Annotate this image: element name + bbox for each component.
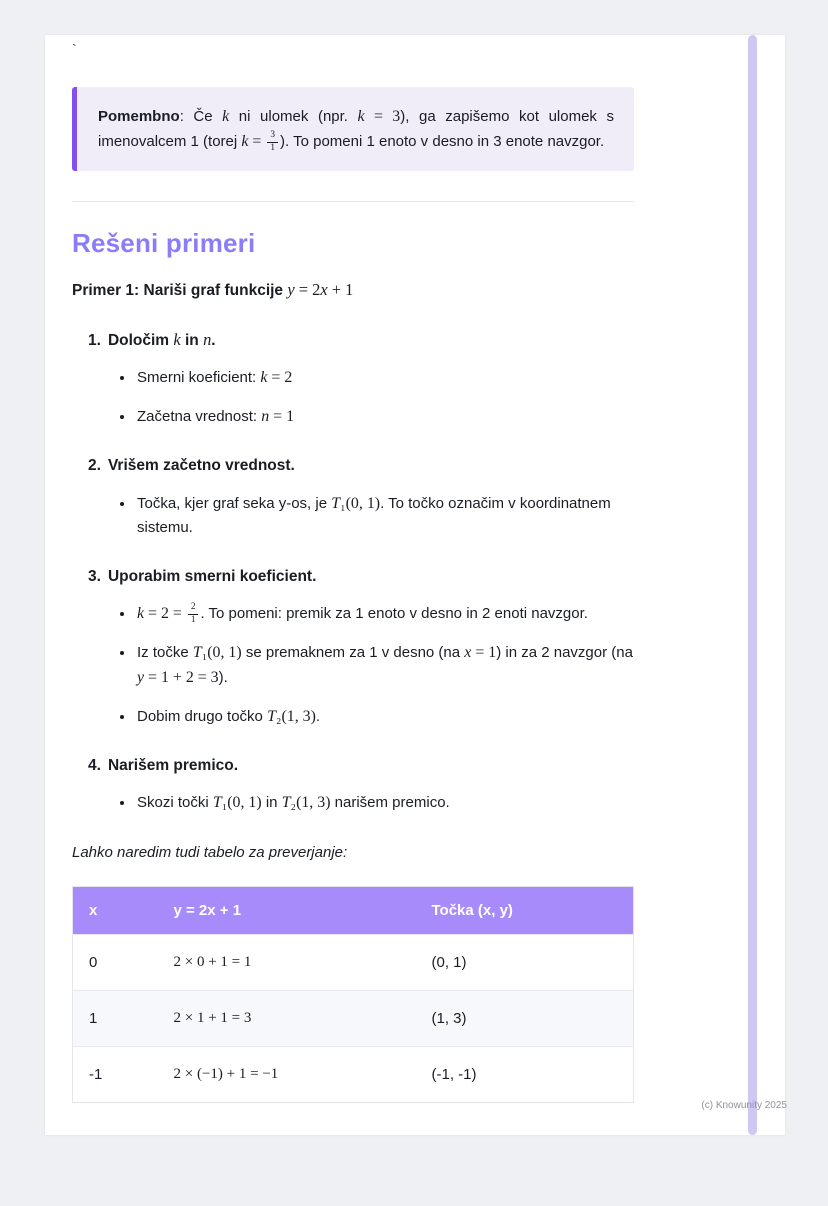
cell-point: (-1, -1) xyxy=(416,1046,634,1102)
callout-title: Pomembno xyxy=(98,108,180,125)
math-k-equals-2: k = 2 xyxy=(260,369,293,387)
step-3-number: 3. xyxy=(88,568,101,586)
step-4-heading xyxy=(72,754,634,777)
page-background xyxy=(0,35,828,1206)
cell-calculation: 2 × (−1) + 1 = −1 xyxy=(158,1046,416,1102)
table-row xyxy=(73,934,634,990)
math-k-equals-frac: k = 2 = xyxy=(137,605,186,623)
cell-x-value: -1 xyxy=(73,1046,158,1102)
table-note: Lahko naredim tudi tabelo za preverjanje: xyxy=(72,843,348,861)
math-point-t2: T₂(1, 3) xyxy=(267,707,316,725)
table-row xyxy=(73,990,634,1046)
document-content xyxy=(45,35,634,1103)
callout-segment: ). To pomeni 1 enoto v desno in 3 enote navzgor. xyxy=(280,133,605,151)
step-4-bullets xyxy=(72,790,634,815)
math-k-equals-frac: k = xyxy=(241,133,266,151)
bullet-text: Iz točke xyxy=(137,643,193,661)
bullet-text: ). xyxy=(218,669,228,687)
section-heading: Rešeni primeri xyxy=(72,228,256,259)
bullet-item xyxy=(135,404,634,429)
example-title-text: Primer 1: Nariši graf funkcije xyxy=(72,282,288,300)
step-2-label: Vrišem začetno vrednost. xyxy=(107,457,295,475)
bullet-text: Dobim drugo točko xyxy=(137,707,268,725)
example-title xyxy=(72,278,634,303)
bullet-text: ) in za 2 navzgor (na xyxy=(496,643,633,661)
table-row xyxy=(73,1046,634,1102)
cell-point: (0, 1) xyxy=(416,934,634,990)
cell-calculation: 2 × 0 + 1 = 1 xyxy=(158,934,416,990)
step-1-number: 1. xyxy=(88,331,101,349)
math-y-equals-3: y = 1 + 2 = 3 xyxy=(137,669,219,687)
cell-point: (1, 3) xyxy=(416,990,634,1046)
step-3-heading xyxy=(72,565,634,588)
table-header-equation: y = 2x + 1 xyxy=(158,886,416,934)
callout-segment: ), ga zapišemo kot ulomek s imenovalcem 1 (torej xyxy=(98,108,615,151)
table-header-row xyxy=(73,886,634,934)
stray-backtick: ` xyxy=(72,41,77,57)
step-1-label-segment: Določim xyxy=(107,331,174,349)
verification-table xyxy=(72,886,634,1103)
math-n-equals-1: n = 1 xyxy=(261,407,295,425)
bullet-text: se premaknem za 1 v desno (na xyxy=(241,643,465,661)
step-1-bullets xyxy=(72,365,634,429)
fraction-denominator: 1 xyxy=(190,614,196,625)
math-x-equals-1: x = 1 xyxy=(464,643,497,661)
callout-text xyxy=(98,104,614,154)
step-1-label xyxy=(107,329,216,349)
math-function-equation: y = 2x + 1 xyxy=(287,280,354,300)
math-point-t1: T₁(0, 1) xyxy=(192,643,242,661)
bullet-text: . xyxy=(315,707,321,725)
step-2-bullets xyxy=(72,491,634,540)
step-3-label: Uporabim smerni koeficient. xyxy=(107,568,317,586)
step-1-label-segment: . xyxy=(211,331,216,349)
math-k-equals-3: k = 3 xyxy=(357,108,401,125)
math-k: k xyxy=(222,108,230,125)
step-4-label: Narišem premico. xyxy=(107,757,239,775)
bullet-text: in xyxy=(261,794,282,812)
document-page xyxy=(45,35,785,1135)
fraction-denominator: 1 xyxy=(270,142,276,153)
table-header-point: Točka (x, y) xyxy=(416,886,634,934)
fraction-3-over-1 xyxy=(267,130,278,154)
cell-x-value: 1 xyxy=(73,990,158,1046)
fraction-numerator: 3 xyxy=(267,130,278,143)
callout-segment: ni ulomek (npr. xyxy=(229,108,358,125)
bullet-text: narišem premico. xyxy=(330,794,450,812)
step-3-bullets xyxy=(72,601,634,729)
step-1-label-segment: in xyxy=(180,331,204,349)
bullet-text: . To točko označim v koordinatnem sistemu. xyxy=(137,494,611,537)
scrollbar-thumb[interactable] xyxy=(748,35,757,1135)
fraction-numerator: 2 xyxy=(188,602,199,615)
fraction-2-over-1 xyxy=(188,602,199,626)
math-point-t1: T₁(0, 1) xyxy=(331,494,381,512)
step-2-heading xyxy=(72,454,634,477)
section-divider xyxy=(72,201,634,202)
bullet-item xyxy=(135,790,634,815)
math-point-t2: T₂(1, 3) xyxy=(281,794,331,812)
math-k: k xyxy=(173,329,181,349)
bullet-item xyxy=(135,601,634,626)
cell-x-value: 0 xyxy=(73,934,158,990)
step-2-number: 2. xyxy=(88,457,101,475)
math-n: n xyxy=(203,329,212,349)
bullet-item xyxy=(135,365,634,390)
bullet-item xyxy=(135,704,634,729)
bullet-text: Smerni koeficient: xyxy=(137,369,261,387)
bullet-text: . To pomeni: premik za 1 enoto v desno in 2 enoti navzgor. xyxy=(200,605,588,623)
bullet-item xyxy=(135,640,634,691)
step-1-heading xyxy=(72,328,634,353)
bullet-text: Točka, kjer graf seka y-os, je xyxy=(137,494,332,512)
math-point-t1: T₁(0, 1) xyxy=(212,794,262,812)
bullet-item xyxy=(135,491,634,540)
bullet-text: Skozi točki xyxy=(137,794,213,812)
copyright-text: (c) Knowunity 2025 xyxy=(701,1100,787,1111)
cell-calculation: 2 × 1 + 1 = 3 xyxy=(158,990,416,1046)
bullet-text: Začetna vrednost: xyxy=(137,407,262,425)
callout-segment: : Če xyxy=(179,108,223,125)
step-4-number: 4. xyxy=(88,757,101,775)
important-callout xyxy=(72,87,634,171)
table-header-x: x xyxy=(73,886,158,934)
